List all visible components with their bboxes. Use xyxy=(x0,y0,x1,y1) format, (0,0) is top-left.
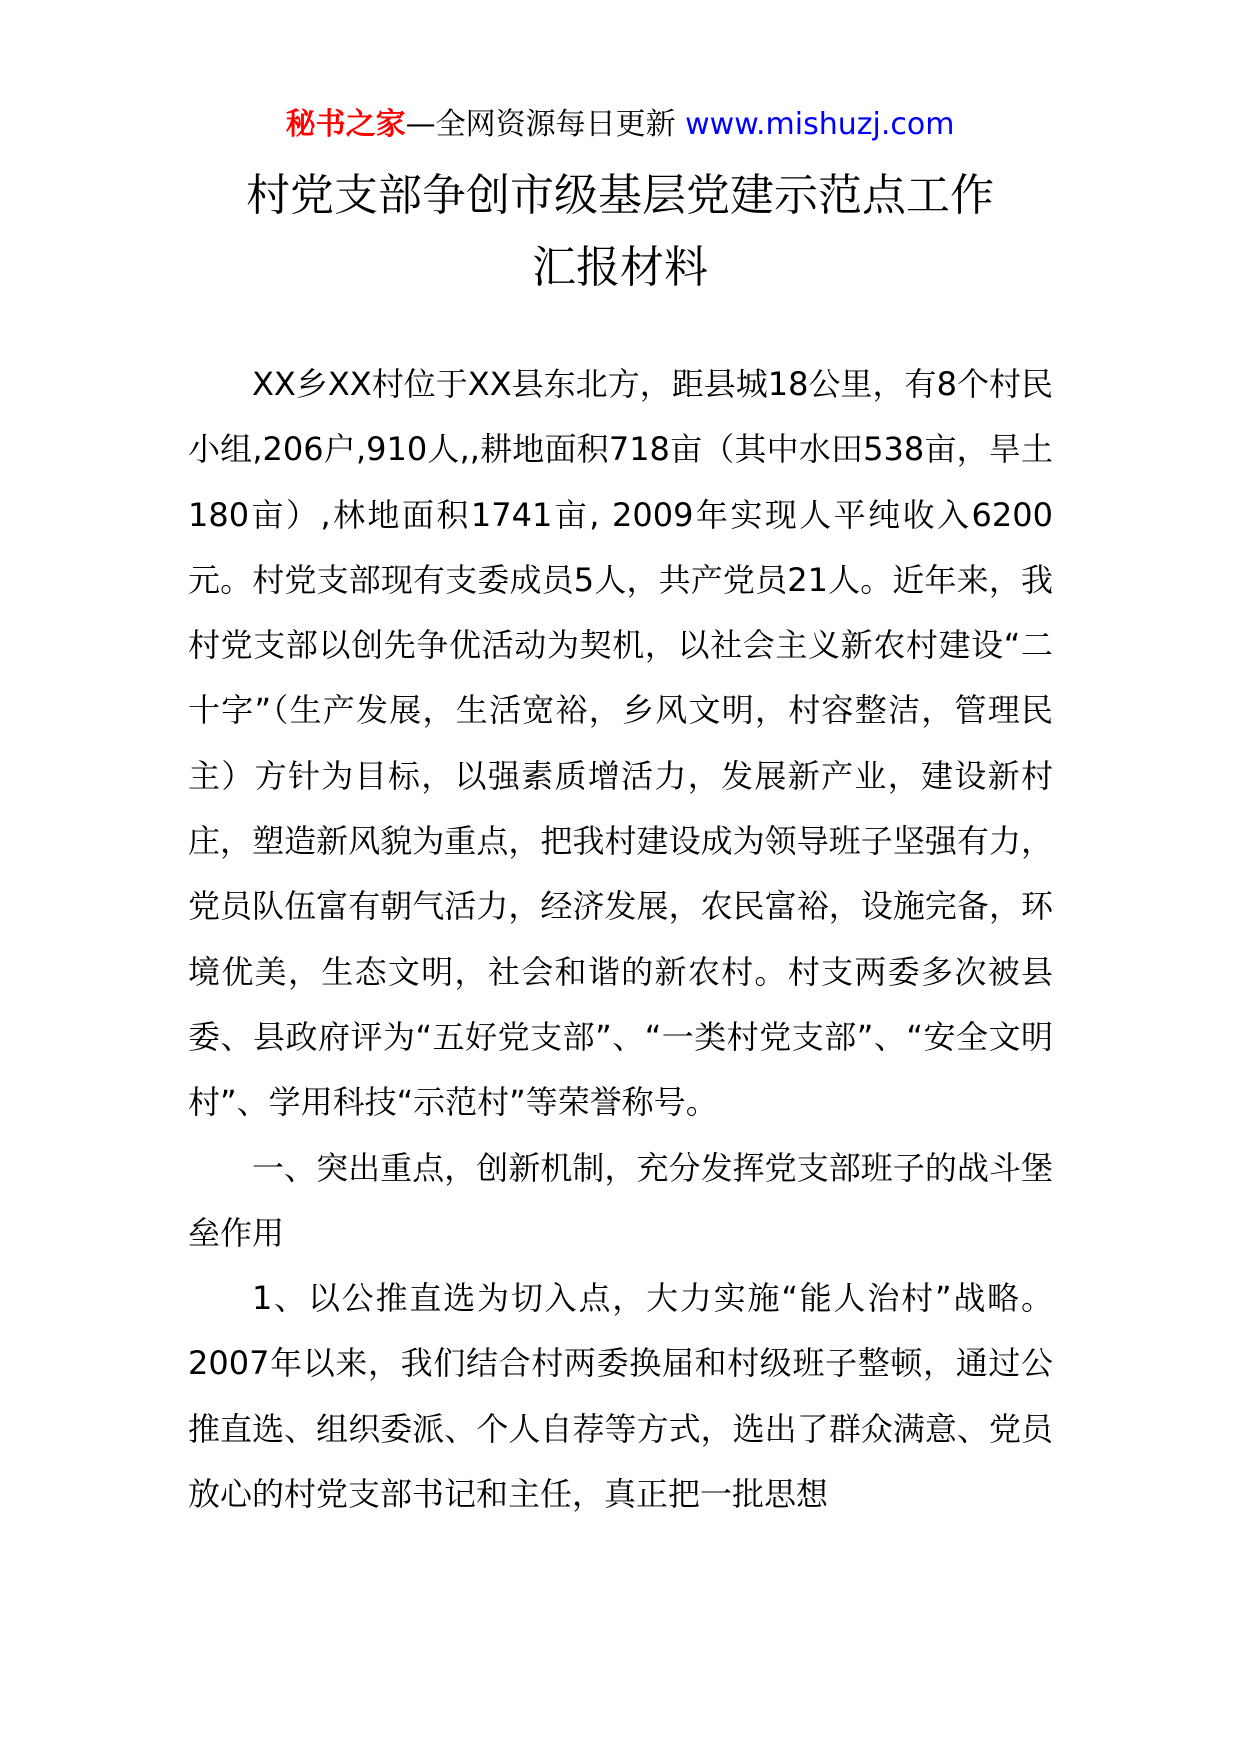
title-line-1: 村党支部争创市级基层党建示范点工作 xyxy=(246,170,994,221)
section-heading-1: 一、突出重点，创新机制，充分发挥党支部班子的战斗堡垒作用 xyxy=(188,1148,1053,1252)
document-body xyxy=(188,352,1053,1527)
title-line-2: 汇报材料 xyxy=(532,242,708,293)
header-url-link[interactable]: www.mishuzj.com xyxy=(685,107,955,142)
paragraph-item-1: 1、以公推直选为切入点，大力实施“能人治村”战略。2007年以来，我们结合村两委换届和村级班子整顿，通过公推直选、组织委派、个人自荐等方式，选出了群众满意、党员放心的村党支部书记和主任，真正把一批思想 xyxy=(188,1279,1053,1514)
brand-name: 秘书之家 xyxy=(285,107,406,142)
page-header xyxy=(0,103,1240,147)
header-slogan: —全网资源每日更新 xyxy=(405,107,676,142)
document-title xyxy=(0,160,1240,304)
paragraph-intro: XX乡XX村位于XX县东北方，距县城18公里，有8个村民小组,206户,910人,,耕地面积718亩（其中水田538亩，旱土180亩）,林地面积1741亩, 2009年实现人平纯收入6200元。村党支部现有支委成员5人，共产党员21人。近年来，我村党支部以创先争优活动为契机，以社会主义新农村建设“二十字”（生产发展，生活宽裕，乡风文明，村容整洁，管理民主）方针为目标，以强素质增活力，发展新产业，建设新村庄，塑造新风貌为重点，把我村建设成为领导班子坚强有力，党员队伍富有朝气活力，经济发展，农民富裕，设施完备，环境优美，生态文明，社会和谐的新农村。村支两委多次被县委、县政府评为“五好党支部”、“一类村党支部”、“安全文明村”、学用科技“示范村”等荣誉称号。 xyxy=(188,365,1053,1122)
